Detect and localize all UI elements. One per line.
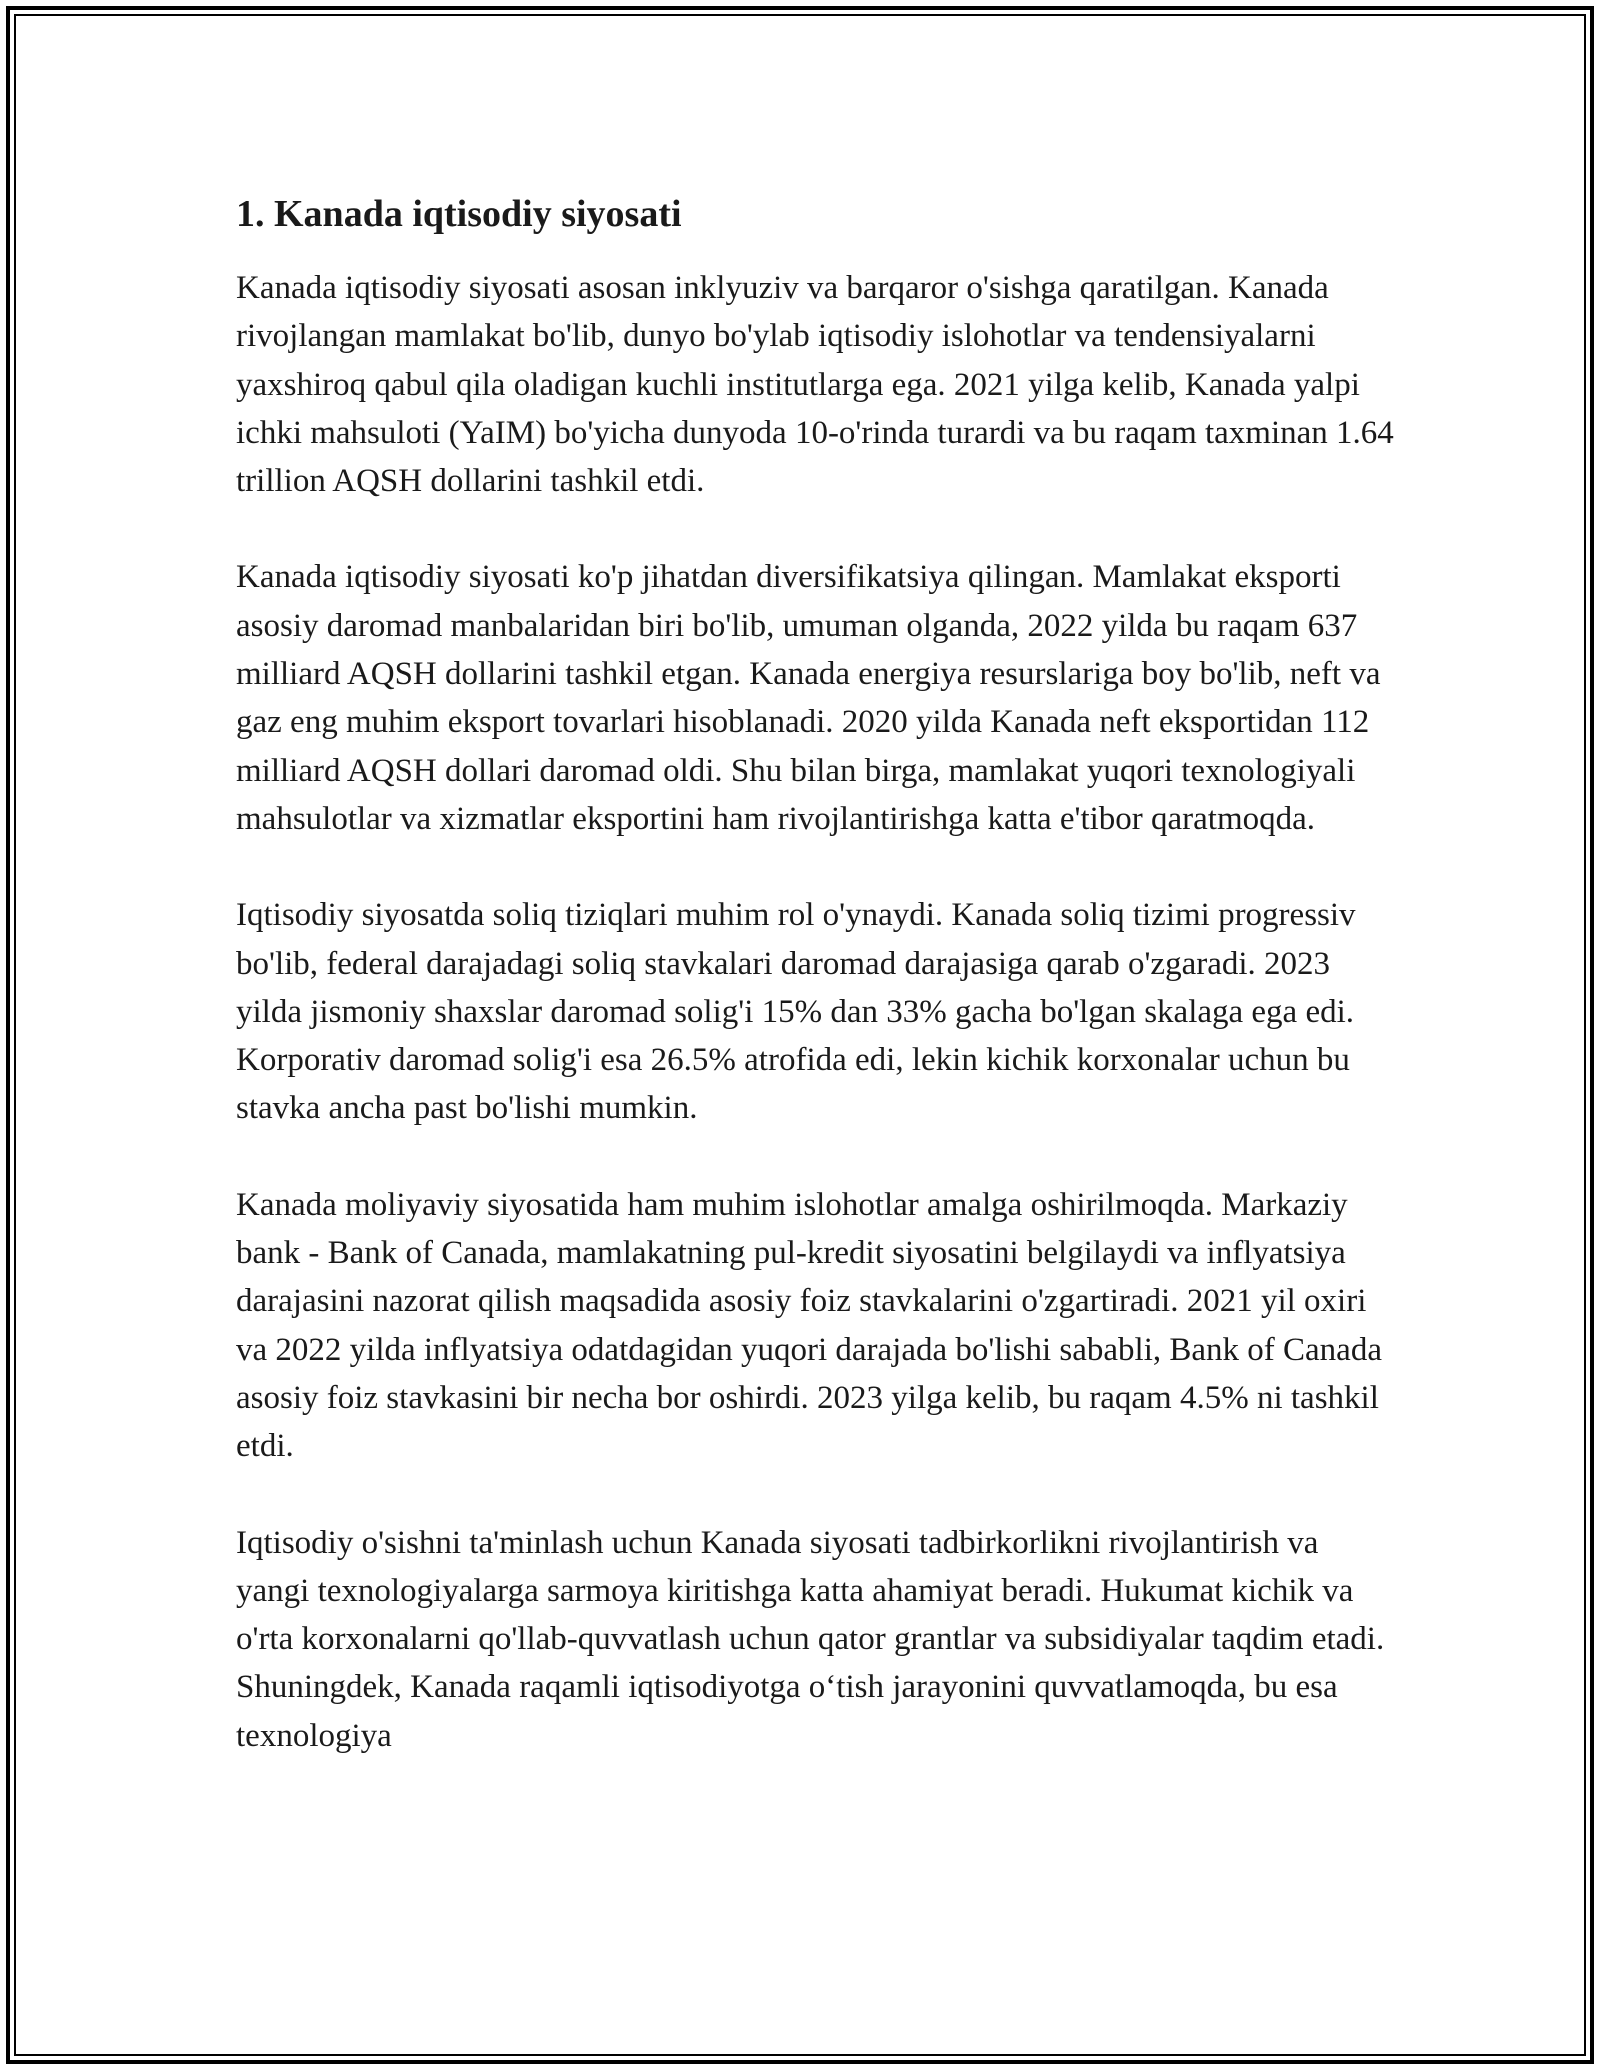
- section-title: 1. Kanada iqtisodiy siyosati: [236, 193, 682, 235]
- paragraph-3: Iqtisodiy siyosatda soliq tiziqlari muhim rol o'ynaydi. Kanada soliq tizimi progressiv bo'lib, federal darajadagi soliq stavkalari daromad darajasiga qarab o'zgaradi. 2023 yilda jismoniy shaxslar daromad solig'i 15% dan 33% gacha bo'lgan skalaga ega edi. Korporativ daromad solig'i esa 26.5% atrofida edi, lekin kichik korxonalar uchun bu stavka ancha past bo'lishi mumkin.: [236, 897, 1356, 1127]
- paragraph-2: Kanada iqtisodiy siyosati ko'p jihatdan diversifikatsiya qilingan. Mamlakat eksporti asosiy daromad manbalaridan biri bo'lib, umuman olganda, 2022 yilda bu raqam 637 milliard AQSH dollarini tashkil etgan. Kanada energiya resurslariga boy bo'lib, neft va gaz eng muhim eksport tovarlari hisoblanadi. 2020 yilda Kanada neft eksportidan 112 milliard AQSH dollari daromad oldi. Shu bilan birga, mamlakat yuqori texnologiyali mahsulotlar va xizmatlar eksportini ham rivojlantirishga katta e'tibor qaratmoqda.: [236, 559, 1381, 837]
- paragraph-1: Kanada iqtisodiy siyosati asosan inklyuziv va barqaror o'sishga qaratilgan. Kanada rivojlangan mamlakat bo'lib, dunyo bo'ylab iqtisodiy islohotlar va tendensiyalarni yaxshiroq qabul qila oladigan kuchli institutlarga ega. 2021 yilga kelib, Kanada yalpi ichki mahsuloti (YaIM) bo'yicha dunyoda 10-o'rinda turardi va bu raqam taxminan 1.64 trillion AQSH dollarini tashkil etdi.: [236, 270, 1394, 500]
- paragraph-5: Iqtisodiy o'sishni ta'minlash uchun Kanada siyosati tadbirkorlikni rivojlantirish va yangi texnologiyalarga sarmoya kiritishga katta ahamiyat beradi. Hukumat kichik va o'rta korxonalarni qo'llab-quvvatlash uchun qator grantlar va subsidiyalar taqdim etadi. Shuningdek, Kanada raqamli iqtisodiyotga o‘tish jarayonini quvvatlamoqda, bu esa texnologiya: [236, 1524, 1385, 1754]
- paragraph-4: Kanada moliyaviy siyosatida ham muhim islohotlar amalga oshirilmoqda. Markaziy bank - Bank of Canada, mamlakatning pul-kredit siyosatini belgilaydi va inflyatsiya darajasini nazorat qilish maqsadida asosiy foiz stavkalarini o'zgartiradi. 2021 yil oxiri va 2022 yilda inflyatsiya odatdagidan yuqori darajada bo'lishi sababli, Bank of Canada asosiy foiz stavkasini bir necha bor oshirdi. 2023 yilga kelib, bu raqam 4.5% ni tashkil etdi.: [236, 1186, 1382, 1465]
- document-page: [236, 188, 1396, 1760]
